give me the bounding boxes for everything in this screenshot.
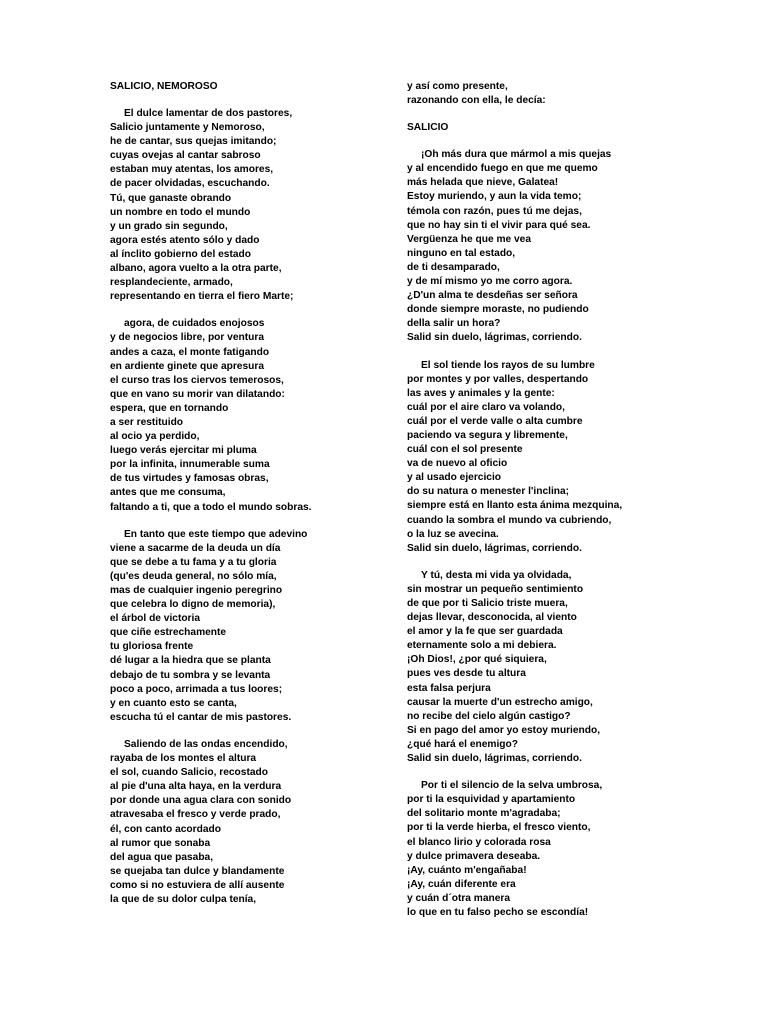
verse-line: en ardiente ginete que apresura	[110, 360, 264, 372]
verse-line: siempre está en llanto esta ánima mezquina,	[407, 500, 623, 512]
verse-line: cuál por el aire claro va volando,	[407, 401, 565, 413]
verse-line: que se debe a tu fama y a tu gloria	[110, 556, 277, 568]
stanza-gap	[407, 108, 707, 121]
verse-line: paciendo va segura y libremente,	[407, 429, 568, 441]
verse-line: por la infinita, innumerable suma	[110, 459, 270, 471]
verse-line: ¡Oh más dura que mármol a mis quejas	[421, 149, 612, 161]
verse-line: va de nuevo al oficio	[407, 458, 508, 470]
verse-line: lo que en tu falso pecho se escondía!	[407, 906, 589, 918]
verse-line: dé lugar a la hiedra que se planta	[110, 655, 271, 667]
verse-line: cuando la sombra el mundo va cubriendo,	[407, 514, 612, 526]
verse-line: ¿D'un alma te desdeñas ser señora	[407, 290, 578, 302]
verse-line: el árbol de victoria	[110, 613, 201, 625]
verse-line: él, con canto acordado	[110, 823, 221, 835]
verse-line: atravesaba el fresco y verde prado,	[110, 809, 281, 821]
verse-line: Saliendo de las ondas encendido,	[124, 738, 288, 750]
verse-line: el amor y la fe que ser guardada	[407, 626, 563, 638]
verse-line: eternamente solo a mi debiera.	[407, 640, 557, 652]
verse-line: se quejaba tan dulce y blandamente	[110, 865, 285, 877]
verse-line: un nombre en todo el mundo	[110, 206, 251, 218]
verse-line: cuyas ovejas al cantar sabroso	[110, 150, 261, 162]
verse-line: do su natura o menester l'inclina;	[407, 486, 570, 498]
verse-line: ninguno en tal estado,	[407, 247, 516, 259]
section-heading-left: SALICIO, NEMOROSO	[110, 81, 218, 92]
verse-line: y al encendido fuego en que me quemo	[407, 163, 598, 175]
verse-line: que celebra lo digno de memoria),	[110, 599, 276, 611]
verse-line: ¿qué hará el enemigo?	[407, 738, 518, 750]
verse-line: las aves y animales y la gente:	[407, 387, 555, 399]
verse-line: al ínclito gobierno del estado	[110, 248, 251, 260]
verse-line: al rumor que sonaba	[110, 837, 211, 849]
verse-line: Salid sin duelo, lágrimas, corriendo.	[407, 332, 582, 344]
verse-line: pues ves desde tu altura	[407, 668, 526, 680]
verse-line: Por ti el silencio de la selva umbrosa,	[421, 780, 603, 792]
verse-line: tu gloriosa frente	[110, 641, 194, 653]
verse-line: ¡Ay, cuánto m'engañaba!	[407, 864, 527, 876]
section-heading-right: SALICIO	[407, 122, 449, 134]
verse-line: por ti la verde hierba, el fresco viento,	[407, 822, 591, 834]
verse-line: del solitario monte m'agradaba;	[407, 808, 561, 820]
verse-line: Vergüenza he que me vea	[407, 233, 532, 245]
verse-line: a ser restituido	[110, 416, 184, 428]
stanza-gap	[407, 346, 707, 359]
verse-line: y al usado ejercicio	[407, 472, 501, 484]
verse-line: Salid sin duelo, lágrimas, corriendo.	[407, 542, 582, 554]
verse-line: El dulce lamentar de dos pastores,	[124, 108, 293, 119]
verse-line: de ti desamparado,	[407, 261, 500, 273]
verse-line: el sol, cuando Salicio, recostado	[110, 767, 268, 779]
stanza-gap	[110, 94, 380, 107]
verse-line: Salicio juntamente y Nemoroso,	[110, 122, 265, 134]
verse-line: de que por ti Salicio triste muera,	[407, 598, 568, 609]
verse-line: causar la muerte d'un estrecho amigo,	[407, 696, 593, 708]
verse-line: por ti la esquividad y apartamiento	[407, 794, 576, 806]
left-stanzas	[110, 107, 380, 907]
verse-line: albano, agora vuelto a la otra parte,	[110, 263, 282, 275]
verse-line: viene a sacarme de la deuda un día	[110, 542, 281, 554]
stanza-gap	[407, 766, 707, 779]
verse-line: como si no estuviera de allí ausente	[110, 879, 285, 891]
verse-line: o la luz se avecina.	[407, 528, 499, 540]
verse-line: el blanco lirio y colorada rosa	[407, 836, 551, 848]
stanza	[407, 148, 707, 345]
verse-line: del agua que pasaba,	[110, 851, 214, 863]
verse-line: he de cantar, sus quejas imitando;	[110, 136, 277, 148]
stanza-gap	[407, 556, 707, 569]
stanza-gap	[110, 515, 380, 528]
verse-line: y de mí mismo yo me corro agora.	[407, 276, 573, 288]
verse-line: y un grado sin segundo,	[110, 220, 228, 232]
verse-line: que en vano su morir van dilatando:	[110, 388, 285, 400]
verse-line: escucha tú el cantar de mis pastores.	[110, 711, 292, 723]
verse-line: mas de cualquier ingenio peregrino	[110, 585, 283, 596]
verse-line: y así como presente,	[407, 81, 508, 92]
verse-line: témola con razón, pues tú me dejas,	[407, 205, 582, 217]
verse-line: el curso tras los ciervos temerosos,	[110, 374, 284, 386]
verse-line: poco a poco, arrimada a tus loores;	[110, 683, 283, 695]
verse-line: de tus virtudes y famosas obras,	[110, 473, 269, 485]
stanza-gap	[407, 135, 707, 148]
verse-line: della salir un hora?	[407, 318, 501, 330]
verse-line: y en cuanto esto se canta,	[110, 697, 237, 709]
verse-line: razonando con ella, le decía:	[407, 95, 546, 107]
stanza	[110, 528, 380, 725]
verse-line: andes a caza, el monte fatigando	[110, 346, 270, 358]
verse-line: al ocio ya perdido,	[110, 431, 200, 443]
verse-line: ¡Ay, cuán diferente era	[407, 878, 516, 890]
stanza-gap	[110, 304, 380, 317]
verse-line: agora, de cuidados enojosos	[124, 318, 265, 330]
verse-line: que no hay sin ti el vivir para qué sea.	[407, 219, 591, 231]
verse-line: cuál con el sol presente	[407, 444, 523, 456]
verse-line: cuál por el verde valle o alta cumbre	[407, 415, 583, 427]
verse-line: esta falsa perjura	[407, 682, 491, 694]
verse-line: Estoy muriendo, y aun la vida temo;	[407, 191, 582, 203]
verse-line: Tú, que ganaste obrando	[110, 192, 232, 204]
stanza	[407, 569, 707, 766]
verse-line: El sol tiende los rayos de su lumbre	[421, 359, 595, 371]
right-stanzas	[407, 148, 707, 920]
stanza	[110, 317, 380, 514]
verse-line: En tanto que este tiempo que adevino	[124, 528, 308, 540]
verse-line: Y tú, desta mi vida ya olvidada,	[421, 569, 572, 581]
verse-line: Si en pago del amor yo estoy muriendo,	[407, 724, 601, 736]
stanza	[407, 359, 707, 556]
verse-line: al pie d'una alta haya, en la verdura	[110, 781, 282, 793]
verse-line: rayaba de los montes el altura	[110, 753, 257, 765]
verse-line: representando en tierra el fiero Marte;	[110, 291, 294, 303]
verse-line: ¡Oh Dios!, ¿por qué siquiera,	[407, 654, 547, 666]
verse-line: estaban muy atentas, los amores,	[110, 164, 274, 176]
verse-line: de pacer olvidadas, escuchando.	[110, 178, 270, 190]
verse-line: resplandeciente, armado,	[110, 277, 233, 289]
stanza	[110, 107, 380, 304]
stanza	[407, 779, 707, 920]
stanza	[110, 738, 380, 907]
verse-line: más helada que nieve, Galatea!	[407, 177, 559, 189]
verse-line: no recibe del cielo algún castigo?	[407, 710, 571, 722]
right-intro	[407, 80, 707, 108]
verse-line: Salid sin duelo, lágrimas, corriendo.	[407, 753, 582, 765]
right-column	[407, 80, 707, 920]
verse-line: faltando a ti, que a todo el mundo sobras.	[110, 501, 312, 513]
verse-line: y cuán d´otra manera	[407, 892, 511, 904]
verse-line: por donde una agua clara con sonido	[110, 795, 292, 807]
left-column	[110, 80, 380, 907]
verse-line: y de negocios libre, por ventura	[110, 332, 264, 344]
verse-line: dejas llevar, desconocida, al viento	[407, 612, 577, 624]
verse-line: que ciñe estrechamente	[110, 627, 227, 639]
verse-line: espera, que en tornando	[110, 402, 229, 414]
verse-line: agora estés atento sólo y dado	[110, 234, 260, 246]
verse-line: la que de su dolor culpa tenía,	[110, 893, 257, 905]
stanza-gap	[110, 725, 380, 738]
verse-line: por montes y por valles, despertando	[407, 373, 589, 385]
verse-line: sin mostrar un pequeño sentimiento	[407, 583, 584, 595]
verse-line: (qu'es deuda general, no sólo mía,	[110, 570, 277, 582]
verse-line: y dulce primavera deseaba.	[407, 850, 541, 862]
verse-line: debajo de tu sombra y se levanta	[110, 669, 271, 681]
verse-line: antes que me consuma,	[110, 487, 226, 499]
verse-line: luego verás ejercitar mi pluma	[110, 445, 257, 457]
verse-line: donde siempre moraste, no pudiendo	[407, 304, 589, 316]
